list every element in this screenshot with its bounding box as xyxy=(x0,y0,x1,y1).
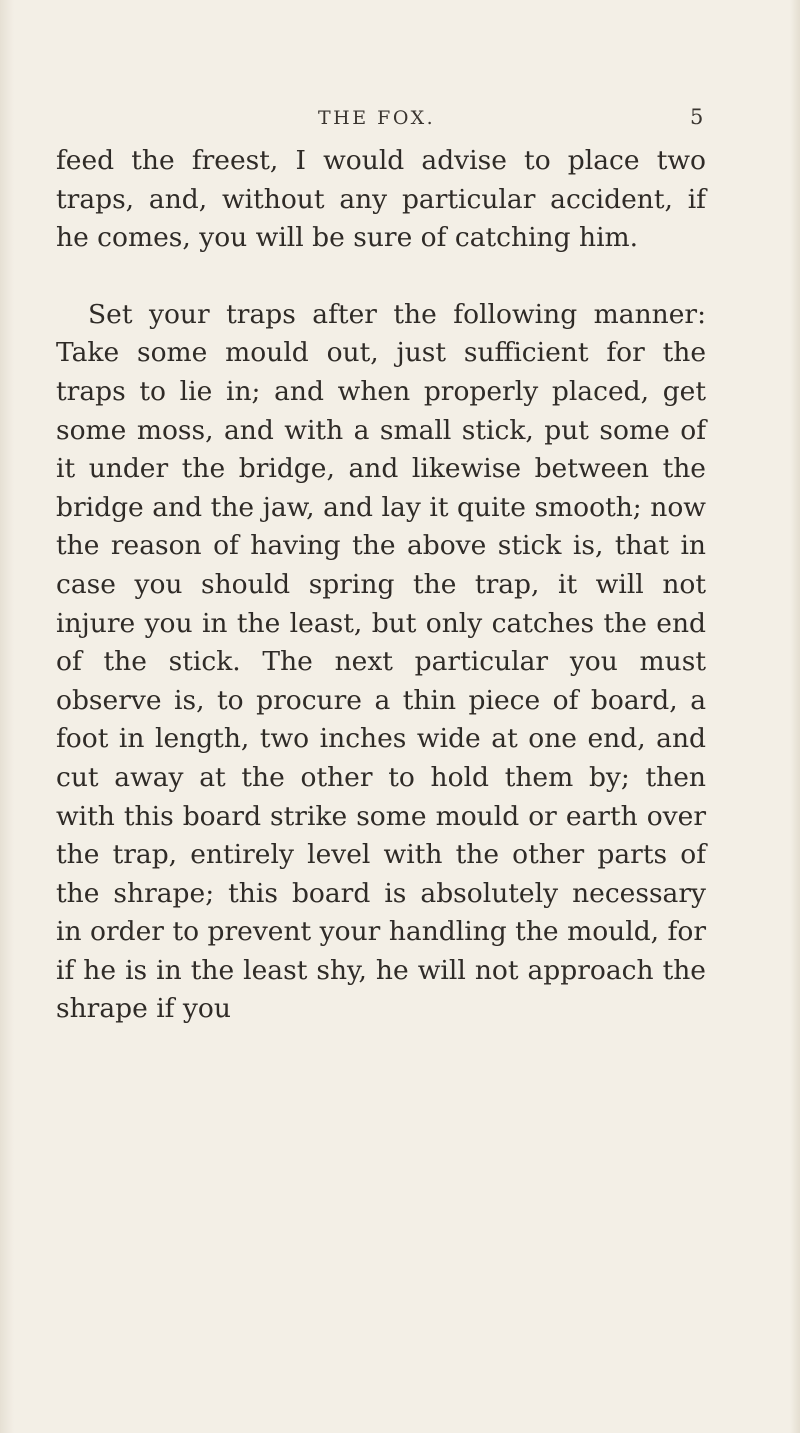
paragraph: feed the freest, I would advise to place two traps, and, without any particular accident, if he comes, you will be sure of catching him. xyxy=(56,145,706,254)
running-head-title: THE FOX. xyxy=(318,107,436,129)
body-text xyxy=(56,142,706,1029)
page-number: 5 xyxy=(690,105,704,129)
running-head xyxy=(0,107,800,137)
page-edge-left xyxy=(0,0,14,1433)
paragraph: Set your traps after the following manner: Take some mould out, just sufficient for the traps to lie in; and when properly placed, get some moss, and with a small stick, put some of it under the bridge, and likewise between the bridge and the jaw, and lay it quite smooth; now the reason of having the above stick is, that in case you should spring the trap, it will not injure you in the least, but only catches the end of the stick. The next particular you must observe is, to procure a thin piece of board, a foot in length, two inches wide at one end, and cut away at the other to hold them by; then with this board strike some mould or earth over the trap, entirely level with the other parts of the shrape; this board is absolutely necessary in order to prevent your handling the mould, for if he is in the least shy, he will not approach the shrape if you xyxy=(56,298,706,1025)
page-edge-right xyxy=(790,0,800,1433)
